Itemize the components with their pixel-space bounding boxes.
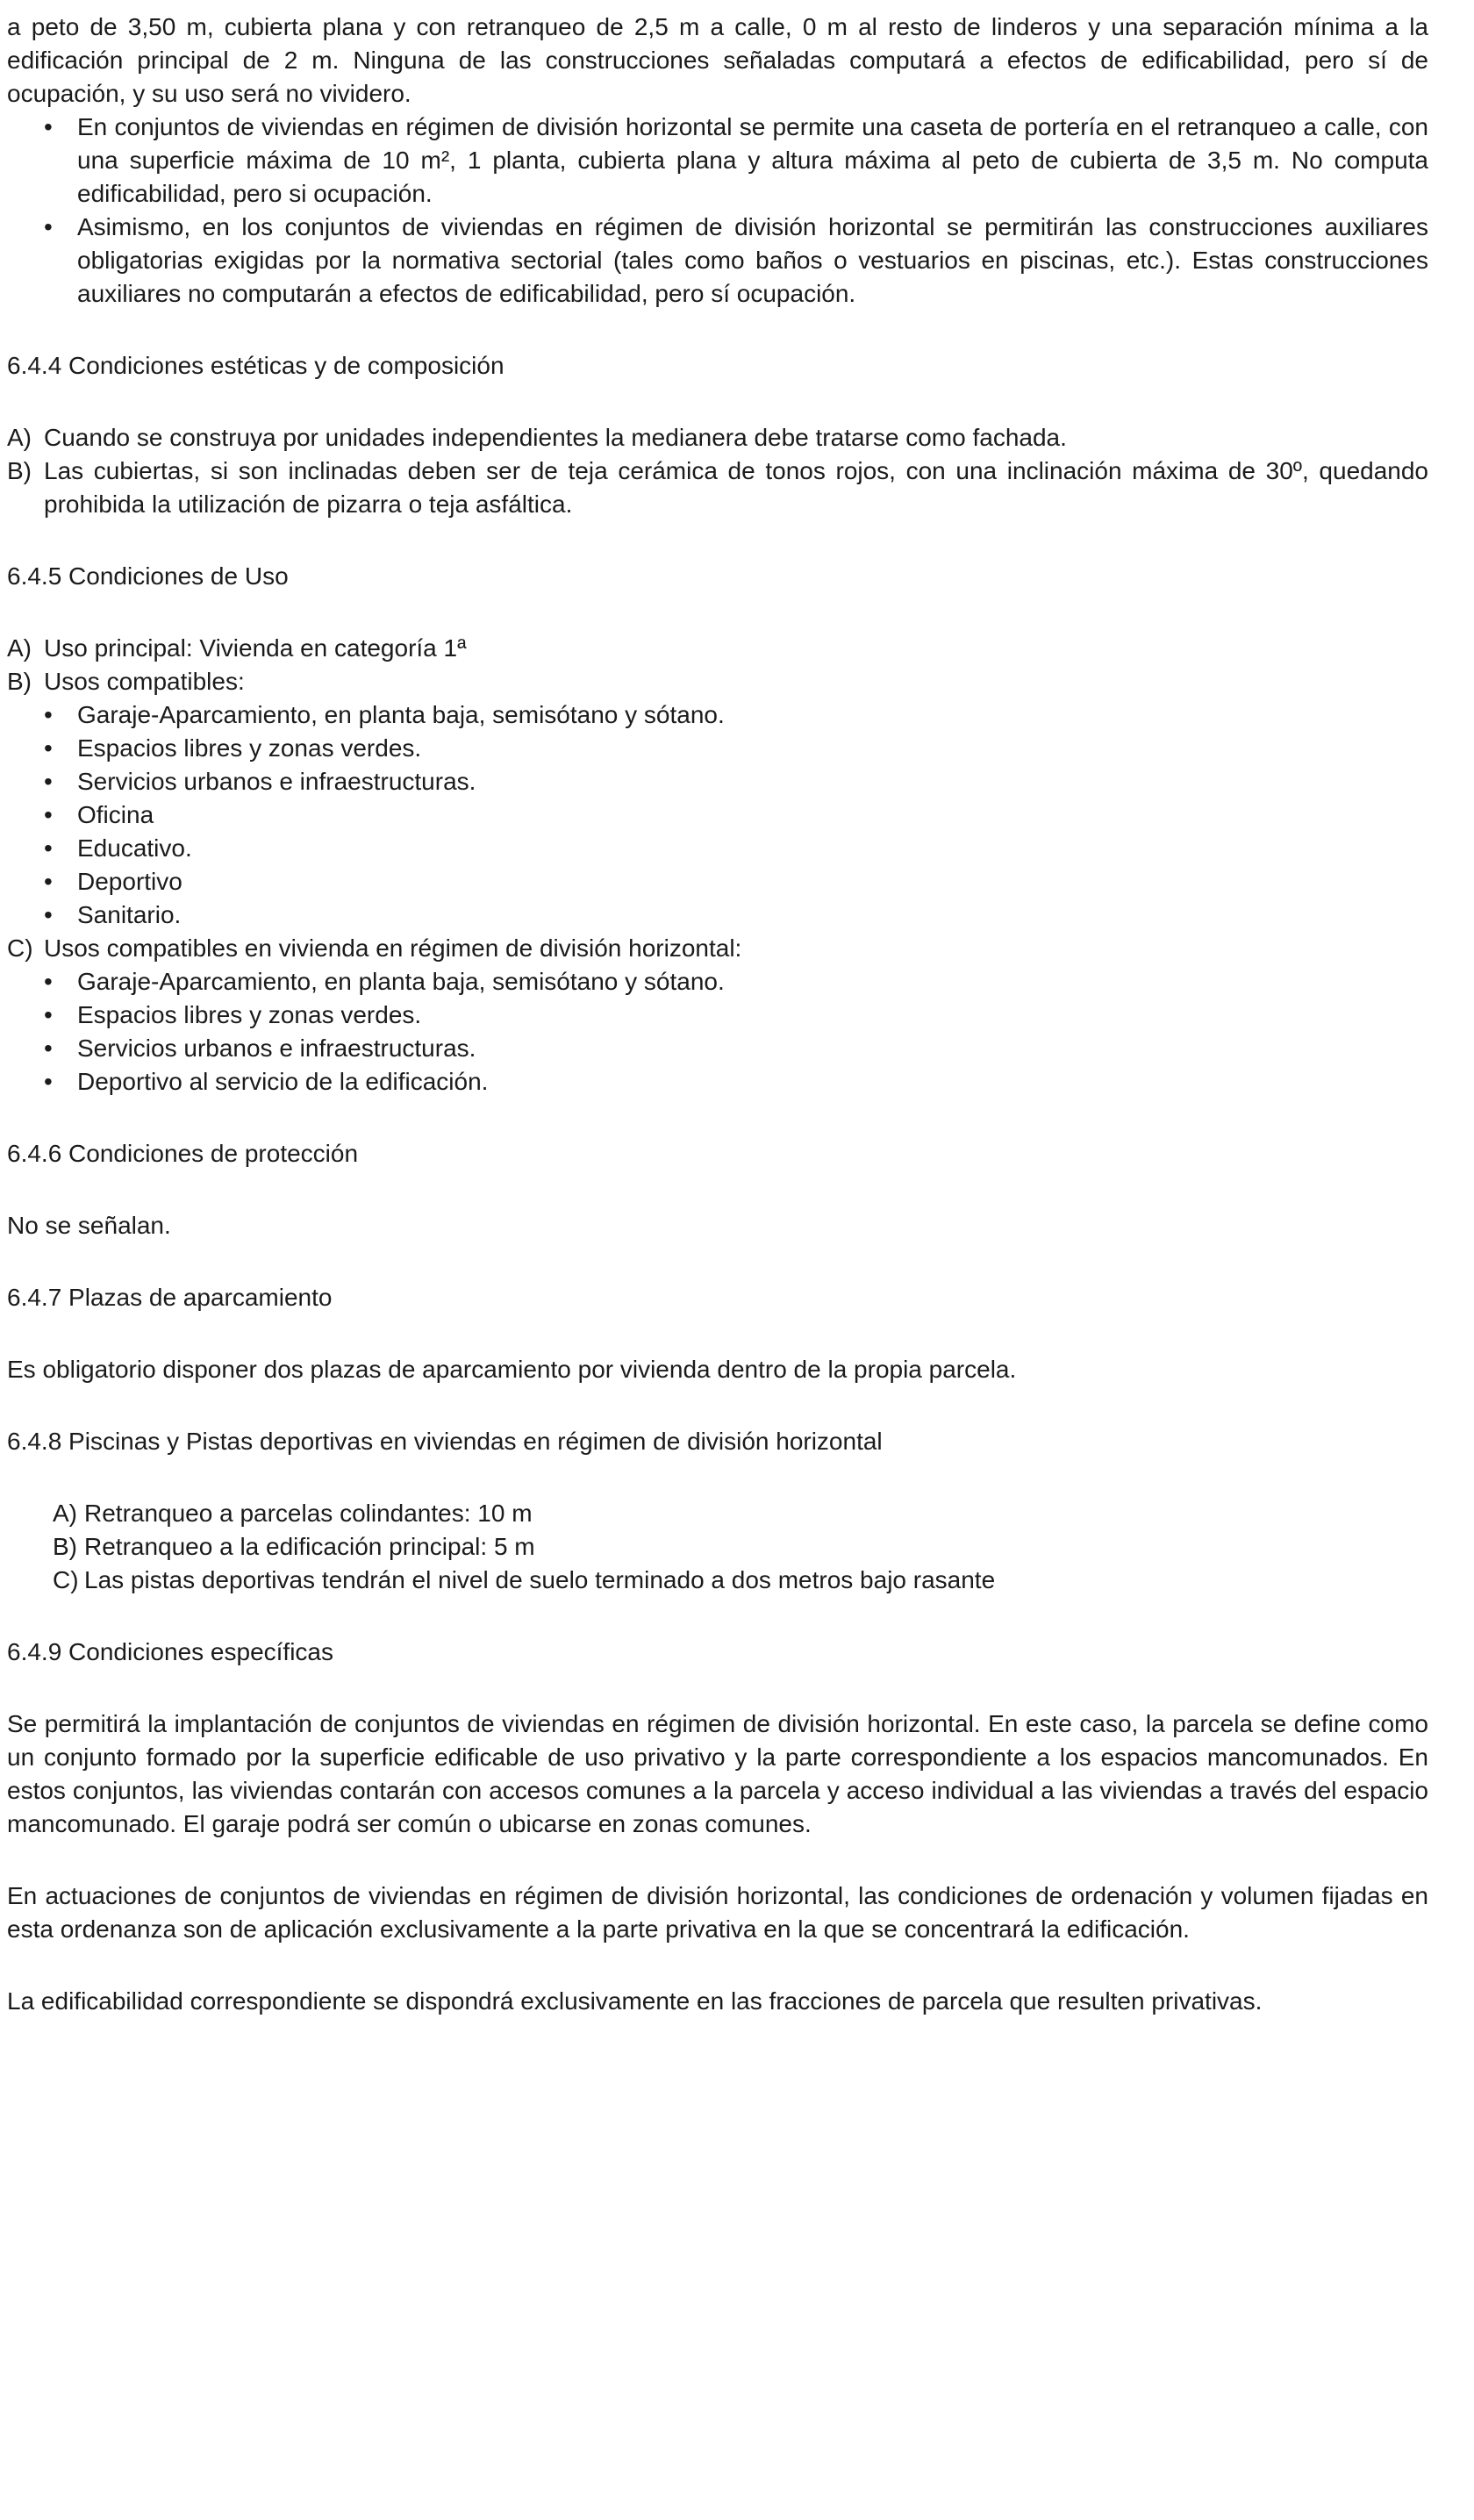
bullet-text: Servicios urbanos e infraestructuras. (77, 1034, 476, 1062)
section-heading: 6.4.5 Condiciones de Uso (7, 562, 289, 590)
list-item (44, 732, 1428, 765)
paragraph: En actuaciones de conjuntos de viviendas en régimen de división horizontal, las condiciones de ordenación y volumen fijadas en esta ordenanza son de aplicación exclusivamente a la parte privativa en la que se concentrará la edificación. (7, 1882, 1428, 1943)
list-item (44, 965, 1428, 999)
list-item (44, 865, 1428, 898)
item-label: A) (7, 424, 32, 451)
letter-list (7, 421, 1428, 521)
item-text: Uso principal: Vivienda en categoría 1ª (44, 634, 467, 662)
list-item (53, 1530, 1428, 1564)
bullet-text: Educativo. (77, 834, 192, 862)
intro-group (7, 11, 1428, 311)
bullet-text: Asimismo, en los conjuntos de viviendas en régimen de división horizontal se permitirán las construcciones auxiliares obligatorias exigidas por la normativa sectorial (tales como baños o vestuarios en piscinas, etc.). Estas construcciones auxiliares no computarán a efectos de edificabilidad, pero sí ocupación. (77, 213, 1428, 307)
section-heading: 6.4.6 Condiciones de protección (7, 1140, 359, 1167)
item-text: Las cubiertas, si son inclinadas deben ser de teja cerámica de tonos rojos, con una inclinación máxima de 30º, quedando prohibida la utilización de pizarra o teja asfáltica. (44, 457, 1428, 518)
section-6-4-8 (7, 1425, 1428, 1597)
section-heading: 6.4.9 Condiciones específicas (7, 1638, 333, 1665)
item-text: Retranqueo a parcelas colindantes: 10 m (84, 1500, 533, 1527)
section-6-4-9 (7, 1636, 1428, 2018)
section-heading: 6.4.4 Condiciones estéticas y de composición (7, 352, 504, 379)
bullet-text: En conjuntos de viviendas en régimen de división horizontal se permite una caseta de portería en el retranqueo a calle, con una superficie máxima de 10 m², 1 planta, cubierta plana y altura máxima al peto de cubierta de 3,5 m. No computa edificabilidad, pero si ocupación. (77, 113, 1428, 207)
list-item (44, 698, 1428, 732)
list-item (7, 665, 1428, 698)
list-item (7, 632, 1428, 665)
bullet-icon: • (44, 768, 53, 795)
section-body: No se señalan. (7, 1212, 171, 1239)
bullet-text: Oficina (77, 801, 154, 828)
list-item (7, 932, 1428, 965)
list-item (44, 798, 1428, 832)
list-item (44, 111, 1428, 211)
bullet-text: Sanitario. (77, 901, 182, 928)
item-label: A) (7, 634, 32, 662)
paragraph: Se permitirá la implantación de conjuntos de viviendas en régimen de división horizontal. En este caso, la parcela se define como un conjunto formado por la superficie edificable de uso privativo y la parte correspondiente a los espacios mancomunados. En estos conjuntos, las viviendas contarán con accesos comunes a la parcela y acceso individual a las viviendas a través del espacio mancomunado. El garaje podrá ser común o ubicarse en zonas comunes. (7, 1710, 1428, 1837)
bullet-text: Espacios libres y zonas verdes. (77, 734, 422, 762)
section-heading: 6.4.8 Piscinas y Pistas deportivas en viviendas en régimen de división horizontal (7, 1428, 883, 1455)
section-body: Es obligatorio disponer dos plazas de aparcamiento por vivienda dentro de la propia parcela. (7, 1356, 1017, 1383)
letter-list (53, 1497, 1428, 1597)
list-item (7, 455, 1428, 521)
item-label: B) (7, 668, 32, 695)
item-text: Usos compatibles: (44, 668, 245, 695)
list-item (44, 999, 1428, 1032)
section-heading: 6.4.7 Plazas de aparcamiento (7, 1284, 333, 1311)
top-bullet-list (44, 111, 1428, 311)
paragraph: La edificabilidad correspondiente se dispondrá exclusivamente en las fracciones de parcela que resulten privativas. (7, 1987, 1263, 2015)
item-text: Cuando se construya por unidades independientes la medianera debe tratarse como fachada. (44, 424, 1067, 451)
bullet-icon: • (44, 1068, 53, 1095)
bullet-icon: • (44, 901, 53, 928)
bullet-icon: • (44, 701, 53, 728)
list-item (7, 421, 1428, 455)
list-item (53, 1497, 1428, 1530)
item-text: Usos compatibles en vivienda en régimen de división horizontal: (44, 934, 742, 962)
item-label: C) (7, 934, 33, 962)
bullet-icon: • (44, 734, 53, 762)
paragraph-continuation: a peto de 3,50 m, cubierta plana y con retranqueo de 2,5 m a calle, 0 m al resto de linderos y una separación mínima a la edificación principal de 2 m. Ninguna de las construcciones señaladas computará a efectos de edificabilidad, pero sí de ocupación, y su uso será no vividero. (7, 13, 1428, 107)
list-item (44, 1065, 1428, 1099)
bullet-text: Garaje-Aparcamiento, en planta baja, semisótano y sótano. (77, 701, 725, 728)
bullet-icon: • (44, 1001, 53, 1028)
bullet-text: Deportivo (77, 868, 182, 895)
item-label: A) (53, 1500, 77, 1527)
item-text: Las pistas deportivas tendrán el nivel de suelo terminado a dos metros bajo rasante (84, 1566, 996, 1593)
list-item (44, 1032, 1428, 1065)
bullet-icon: • (44, 213, 53, 240)
bullet-text: Garaje-Aparcamiento, en planta baja, semisótano y sótano. (77, 968, 725, 995)
bullet-icon: • (44, 113, 53, 140)
bullet-text: Espacios libres y zonas verdes. (77, 1001, 422, 1028)
bullet-icon: • (44, 868, 53, 895)
list-item (44, 765, 1428, 798)
bullet-text: Servicios urbanos e infraestructuras. (77, 768, 476, 795)
section-6-4-4 (7, 349, 1428, 521)
list-item (53, 1564, 1428, 1597)
section-6-4-7 (7, 1281, 1428, 1386)
sub-bullet-list (44, 965, 1428, 1099)
bullet-text: Deportivo al servicio de la edificación. (77, 1068, 489, 1095)
bullet-icon: • (44, 1034, 53, 1062)
item-text: Retranqueo a la edificación principal: 5 m (84, 1533, 535, 1560)
list-item (44, 832, 1428, 865)
item-label: B) (7, 457, 32, 484)
item-label: B) (53, 1533, 77, 1560)
letter-list (7, 632, 1428, 1099)
item-label: C) (53, 1566, 79, 1593)
section-6-4-6 (7, 1137, 1428, 1242)
list-item (44, 211, 1428, 311)
sub-bullet-list (44, 698, 1428, 932)
list-item (44, 898, 1428, 932)
bullet-icon: • (44, 968, 53, 995)
bullet-icon: • (44, 801, 53, 828)
bullet-icon: • (44, 834, 53, 862)
section-6-4-5 (7, 560, 1428, 1099)
